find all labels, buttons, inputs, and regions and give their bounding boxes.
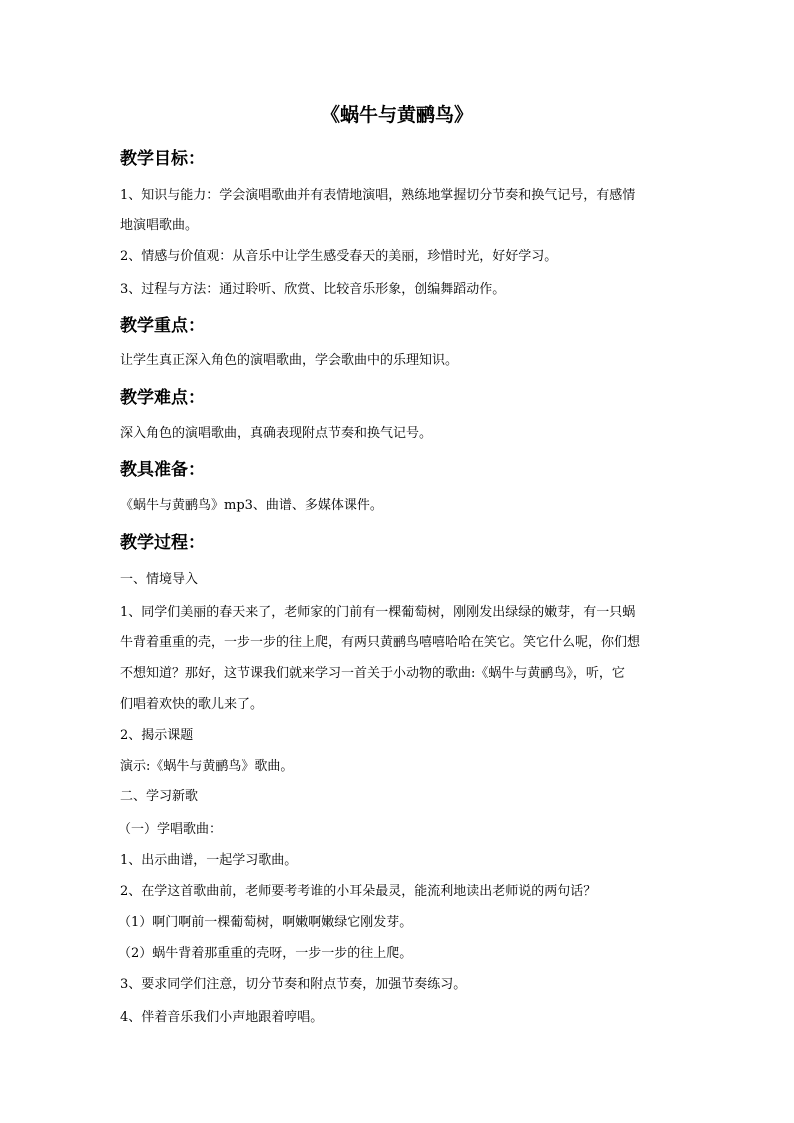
step-2-sentence-1: （1）啊门啊前一棵葡萄树，啊嫩啊嫩绿它刚发芽。 — [118, 915, 413, 930]
materials-text: 《蜗牛与黄鹂鸟》mp3、曲谱、多媒体课件。 — [120, 498, 383, 513]
step-2-sentence-2: （2）蜗牛背着那重重的壳呀，一步一步的往上爬。 — [118, 946, 413, 961]
difficulties-text: 深入角色的演唱歌曲，真确表现附点节奏和换气记号。 — [120, 426, 433, 441]
process-paragraph-1-line-4: 们唱着欢快的歌儿来了。 — [120, 697, 264, 712]
step-3: 3、要求同学们注意，切分节奏和附点节奏，加强节奏练习。 — [120, 977, 467, 992]
materials-heading: 教具准备： — [120, 460, 205, 480]
step-2: 2、在学这首歌曲前，老师要考考谁的小耳朵最灵，能流利地读出老师说的两句话？ — [120, 884, 597, 899]
objectives-heading: 教学目标： — [120, 149, 205, 169]
process-paragraph-3: 演示:《蜗牛与黄鹂鸟》歌曲。 — [120, 759, 294, 774]
sub-section-1-title: （一）学唱歌曲： — [118, 822, 223, 837]
key-points-text: 让学生真正深入角色的演唱歌曲，学会歌曲中的乐理知识。 — [120, 353, 459, 368]
process-paragraph-1-line-3: 不想知道？那好，这节课我们就来学习一首关于小动物的歌曲:《蜗牛与黄鹂鸟》，听，它 — [120, 666, 625, 681]
document-title: 《蜗牛与黄鹂鸟》 — [320, 104, 473, 126]
part-2-title: 二、学习新歌 — [120, 789, 199, 804]
process-paragraph-1-line-1: 1、同学们美丽的春天来了，老师家的门前有一棵葡萄树，刚刚发出绿绿的嫩芽，有一只蜗 — [120, 605, 636, 620]
objective-3: 3、过程与方法：通过聆听、欣赏、比较音乐形象，创编舞蹈动作。 — [120, 282, 506, 297]
objective-1-line-2: 地演唱歌曲。 — [120, 218, 199, 233]
part-1-title: 一、情境导入 — [120, 572, 199, 587]
objective-2: 2、情感与价值观：从音乐中让学生感受春天的美丽，珍惜时光，好好学习。 — [120, 249, 558, 264]
objective-1-line-1: 1、知识与能力：学会演唱歌曲并有表情地演唱，熟练地掌握切分节奏和换气记号，有感情 — [120, 188, 636, 203]
step-1: 1、出示曲谱，一起学习歌曲。 — [120, 853, 298, 868]
key-points-heading: 教学重点： — [120, 316, 205, 336]
process-heading: 教学过程： — [120, 533, 205, 553]
step-4: 4、伴着音乐我们小声地跟着哼唱。 — [120, 1010, 324, 1025]
difficulties-heading: 教学难点： — [120, 388, 205, 408]
process-paragraph-1-line-2: 牛背着重重的壳，一步一步的往上爬，有两只黄鹂鸟嘻嘻哈哈在笑它。笑它什么呢，你们想 — [120, 635, 641, 650]
process-paragraph-2: 2、揭示课题 — [120, 728, 194, 743]
